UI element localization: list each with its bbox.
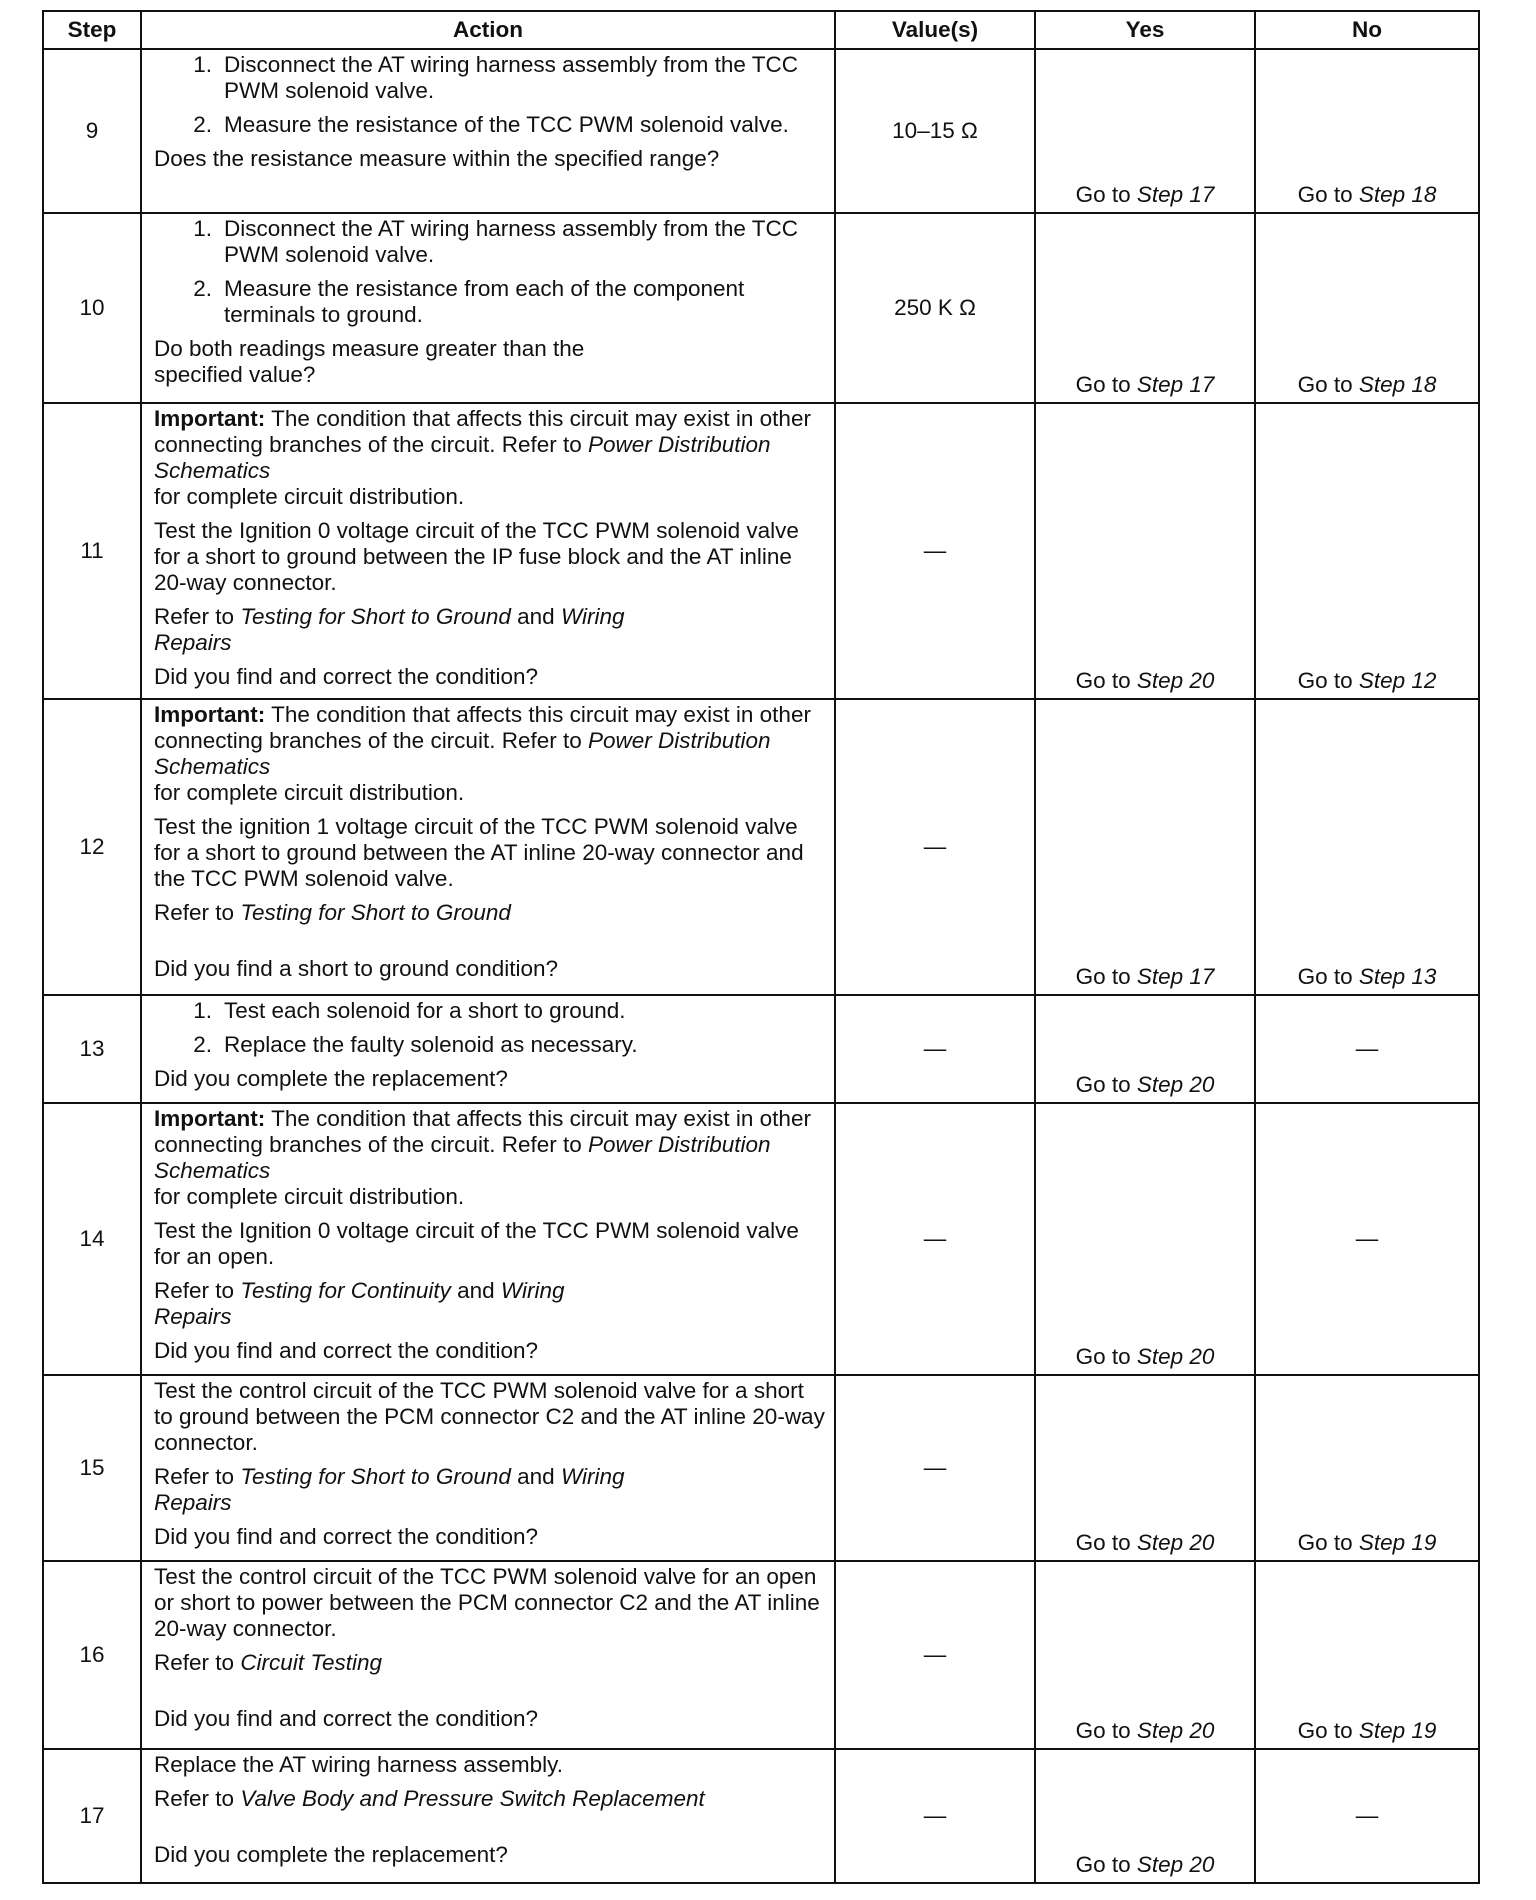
reference-text: Refer to Testing for Continuity and Wiring Repairs: [154, 1278, 565, 1329]
table-row: [43, 213, 1479, 403]
question-text: Did you complete the replacement?: [154, 1842, 508, 1867]
yes-cell: Go to Step 20: [1035, 995, 1255, 1103]
list-item: 1. Disconnect the AT wiring harness assembly from the TCC PWM solenoid valve.: [193, 216, 798, 267]
action-cell: [141, 1103, 835, 1375]
yes-step-link[interactable]: Step 17: [1136, 964, 1215, 989]
step-number: 17: [43, 1749, 141, 1883]
reference-link[interactable]: Circuit Testing: [240, 1650, 383, 1675]
no-step-link[interactable]: Step 18: [1358, 372, 1437, 397]
list-item: 1. Disconnect the AT wiring harness assembly from the TCC PWM solenoid valve.: [193, 52, 798, 103]
action-cell: [141, 213, 835, 403]
header-step: Step: [43, 11, 141, 49]
value-cell: —: [835, 699, 1035, 995]
action-cell: [141, 1749, 835, 1883]
no-cell: —: [1255, 1103, 1479, 1375]
table-row: [43, 403, 1479, 699]
test-instruction: Test the control circuit of the TCC PWM solenoid valve for an open or short to power between the PCM connector C2 and the AT inline 20-way connector.: [154, 1564, 820, 1641]
value-cell: —: [835, 1103, 1035, 1375]
no-cell: —: [1255, 995, 1479, 1103]
table-row: [43, 1103, 1479, 1375]
reference-link[interactable]: Testing for Short to Ground: [240, 604, 511, 629]
step-number: 12: [43, 699, 141, 995]
header-values: Value(s): [835, 11, 1035, 49]
header-action: Action: [141, 11, 835, 49]
test-instruction: Test the Ignition 0 voltage circuit of the TCC PWM solenoid valve for a short to ground between the IP fuse block and the AT inline 20-way connector.: [154, 518, 799, 595]
yes-cell: Go to Step 20: [1035, 1375, 1255, 1561]
step-number: 15: [43, 1375, 141, 1561]
no-cell: Go to Step 12: [1255, 403, 1479, 699]
no-cell: Go to Step 19: [1255, 1561, 1479, 1749]
step-number: 11: [43, 403, 141, 699]
yes-step-link[interactable]: Step 20: [1136, 1072, 1215, 1097]
yes-step-link[interactable]: Step 17: [1136, 372, 1215, 397]
no-cell: —: [1255, 1749, 1479, 1883]
no-step-link[interactable]: Step 12: [1358, 668, 1437, 693]
action-cell: [141, 1375, 835, 1561]
value-cell: —: [835, 403, 1035, 699]
yes-cell: Go to Step 17: [1035, 213, 1255, 403]
question-text: Does the resistance measure within the specified range?: [154, 146, 720, 171]
value-cell: —: [835, 1375, 1035, 1561]
reference-text: Refer to Circuit Testing: [154, 1650, 383, 1675]
action-cell: [141, 699, 835, 995]
important-note: Important: The condition that affects this circuit may exist in other connecting branches of the circuit. Refer to Power Distribution Schematics for complete circuit distribution.: [154, 702, 811, 805]
test-instruction: Test the control circuit of the TCC PWM solenoid valve for a short to ground between the PCM connector C2 and the AT inline 20-way connector.: [154, 1378, 825, 1455]
yes-cell: Go to Step 20: [1035, 1103, 1255, 1375]
no-cell: Go to Step 19: [1255, 1375, 1479, 1561]
step-number: 14: [43, 1103, 141, 1375]
yes-cell: Go to Step 17: [1035, 699, 1255, 995]
step-number: 16: [43, 1561, 141, 1749]
header-row: [43, 11, 1479, 49]
value-cell: —: [835, 1561, 1035, 1749]
question-text: Did you find a short to ground condition?: [154, 956, 559, 981]
action-cell: [141, 403, 835, 699]
test-instruction: Test the ignition 1 voltage circuit of the TCC PWM solenoid valve for a short to ground between the AT inline 20-way connector and the TCC PWM solenoid valve.: [154, 814, 804, 891]
table-row: [43, 1375, 1479, 1561]
step-number: 9: [43, 49, 141, 213]
yes-cell: Go to Step 20: [1035, 1749, 1255, 1883]
question-text: Did you find and correct the condition?: [154, 1706, 538, 1731]
reference-link[interactable]: Valve Body and Pressure Switch Replacement: [240, 1786, 705, 1811]
list-item: 2. Measure the resistance from each of the component terminals to ground.: [193, 276, 745, 327]
value-cell: —: [835, 1749, 1035, 1883]
table-row: [43, 1749, 1479, 1883]
question-text: Did you find and correct the condition?: [154, 1524, 538, 1549]
list-item: 2. Measure the resistance of the TCC PWM solenoid valve.: [193, 112, 789, 137]
action-cell: [141, 49, 835, 213]
step-number: 10: [43, 213, 141, 403]
important-note: Important: The condition that affects this circuit may exist in other connecting branches of the circuit. Refer to Power Distribution Schematics for complete circuit distribution.: [154, 1106, 811, 1209]
action-cell: [141, 995, 835, 1103]
yes-step-link[interactable]: Step 20: [1136, 1718, 1215, 1743]
question-text: Did you find and correct the condition?: [154, 664, 538, 689]
yes-cell: Go to Step 20: [1035, 403, 1255, 699]
no-cell: Go to Step 18: [1255, 213, 1479, 403]
question-text: Do both readings measure greater than the specified value?: [154, 336, 585, 387]
reference-link[interactable]: Wiring Repairs: [154, 1278, 565, 1329]
diagnostic-table: [42, 10, 1480, 1884]
action-cell: [141, 1561, 835, 1749]
reference-text: Refer to Testing for Short to Ground and Wiring Repairs: [154, 604, 625, 655]
reference-link[interactable]: Wiring Repairs: [154, 604, 625, 655]
reference-text: Refer to Valve Body and Pressure Switch Replacement: [154, 1786, 705, 1811]
header-no: No: [1255, 11, 1479, 49]
step-number: 13: [43, 995, 141, 1103]
reference-link[interactable]: Testing for Short to Ground: [240, 1464, 511, 1489]
reference-text: Refer to Testing for Short to Ground and Wiring Repairs: [154, 1464, 625, 1515]
yes-cell: Go to Step 20: [1035, 1561, 1255, 1749]
table-row: [43, 699, 1479, 995]
value-cell: 250 K Ω: [835, 213, 1035, 403]
list-item: 2. Replace the faulty solenoid as necessary.: [193, 1032, 638, 1057]
yes-step-link[interactable]: Step 20: [1136, 1852, 1215, 1877]
reference-link[interactable]: Wiring Repairs: [154, 1464, 625, 1515]
no-cell: Go to Step 18: [1255, 49, 1479, 213]
power-distribution-link[interactable]: Power Distribution Schematics: [154, 1132, 771, 1183]
header-yes: Yes: [1035, 11, 1255, 49]
table-row: [43, 1561, 1479, 1749]
test-instruction: Test the Ignition 0 voltage circuit of the TCC PWM solenoid valve for an open.: [154, 1218, 799, 1269]
value-cell: 10–15 Ω: [835, 49, 1035, 213]
yes-step-link[interactable]: Step 20: [1136, 1530, 1215, 1555]
yes-step-link[interactable]: Step 17: [1136, 182, 1215, 207]
yes-step-link[interactable]: Step 20: [1136, 668, 1215, 693]
no-cell: Go to Step 13: [1255, 699, 1479, 995]
no-step-link[interactable]: Step 18: [1358, 182, 1437, 207]
reference-link[interactable]: Testing for Continuity: [240, 1278, 451, 1303]
list-item: 1. Test each solenoid for a short to ground.: [193, 998, 626, 1023]
no-step-link[interactable]: Step 19: [1358, 1530, 1437, 1555]
yes-step-link[interactable]: Step 20: [1136, 1344, 1215, 1369]
reference-link[interactable]: Testing for Short to Ground: [240, 900, 511, 925]
table-row: [43, 49, 1479, 213]
value-cell: —: [835, 995, 1035, 1103]
important-note: Important: The condition that affects this circuit may exist in other connecting branches of the circuit. Refer to Power Distribution Schematics for complete circuit distribution.: [154, 406, 811, 509]
power-distribution-link[interactable]: Power Distribution Schematics: [154, 432, 771, 483]
table-row: [43, 995, 1479, 1103]
reference-text: Refer to Testing for Short to Ground: [154, 900, 511, 925]
no-step-link[interactable]: Step 19: [1358, 1718, 1437, 1743]
no-step-link[interactable]: Step 13: [1358, 964, 1437, 989]
question-text: Did you find and correct the condition?: [154, 1338, 538, 1363]
test-instruction: Replace the AT wiring harness assembly.: [154, 1752, 563, 1777]
question-text: Did you complete the replacement?: [154, 1066, 508, 1091]
power-distribution-link[interactable]: Power Distribution Schematics: [154, 728, 771, 779]
yes-cell: Go to Step 17: [1035, 49, 1255, 213]
